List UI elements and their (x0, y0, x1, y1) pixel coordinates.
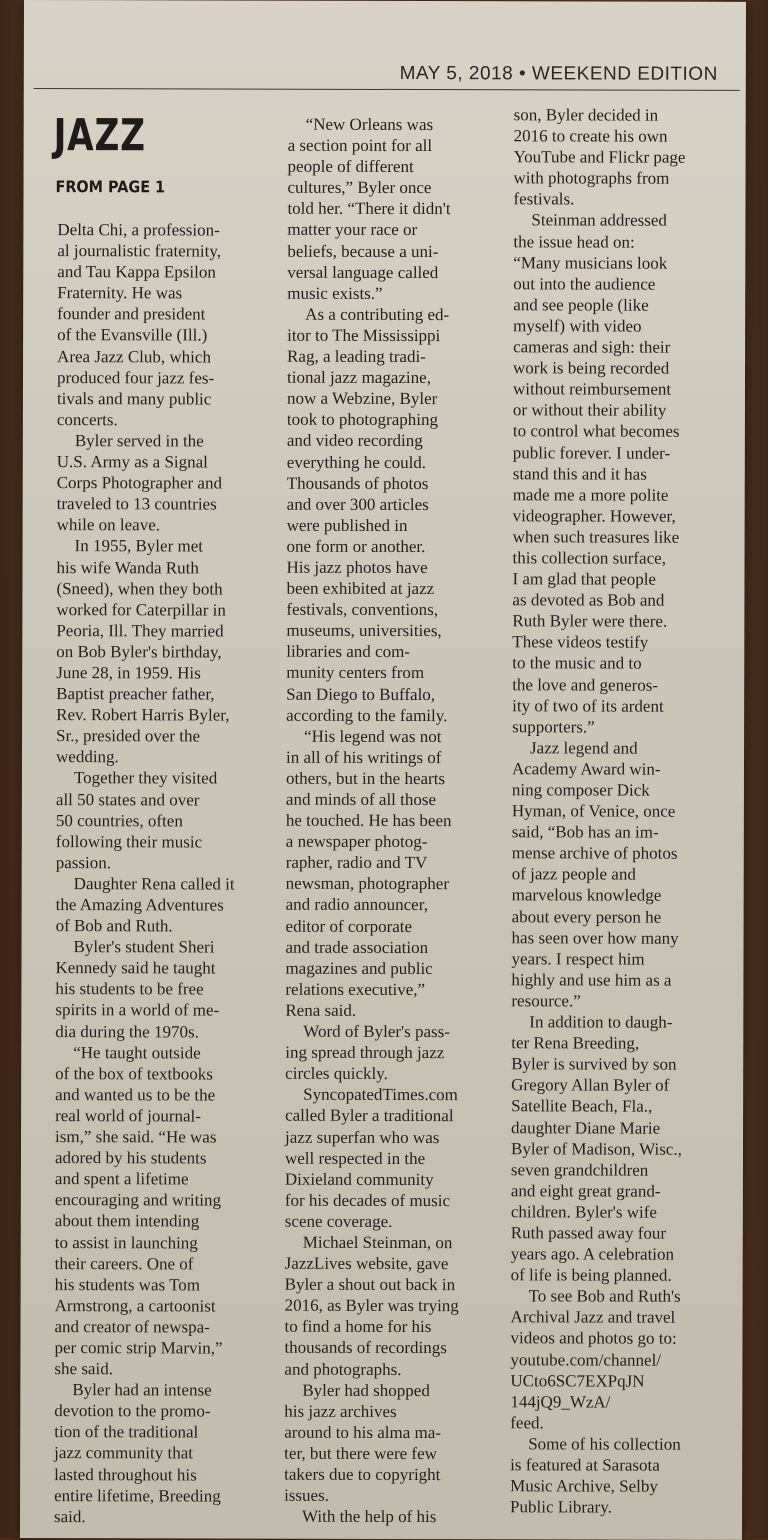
text-line: following their music (55, 831, 203, 852)
text-line: Armstrong, a cartoonist (54, 1295, 216, 1316)
text-line: their careers. One of (54, 1253, 194, 1274)
text-line: seven grandchildren (510, 1159, 649, 1180)
text-line: out into the audience (513, 274, 656, 294)
text-line: Archival Jazz and travel (510, 1307, 676, 1328)
text-line: cultures,” Byler once (287, 177, 432, 198)
text-line: or without their ability (512, 400, 667, 420)
text-line: and see people (like (513, 295, 649, 315)
edition-dateline: MAY 5, 2018 • WEEKEND EDITION (399, 62, 718, 85)
header-rule (34, 88, 740, 91)
text-line: itor to The Mississippi (287, 325, 441, 346)
text-line: jazz superfan who was (285, 1127, 440, 1147)
newspaper-clipping (20, 0, 746, 1540)
text-line: about every person he (511, 906, 662, 927)
text-line: YouTube and Flickr page (513, 147, 686, 167)
text-line: a section point for all (287, 135, 433, 156)
text-line: Jazz legend and (530, 738, 638, 758)
text-line: well respected in the (284, 1148, 426, 1168)
text-line: according to the family. (286, 705, 448, 725)
text-line: ning composer Dick (511, 780, 650, 800)
text-line: videos and photos go to: (510, 1328, 677, 1349)
text-line: founder and president (57, 304, 206, 324)
text-line: supporters.” (512, 716, 595, 737)
text-line: marvelous knowledge (511, 885, 662, 906)
text-line: his students to be free (55, 979, 204, 999)
text-line: 2016 to create his own (513, 126, 668, 146)
text-line: this collection surface, (512, 548, 666, 568)
text-line: encouraging and writing (54, 1190, 222, 1210)
text-line: Academy Award win- (511, 759, 661, 779)
text-line: tional jazz magazine, (286, 367, 431, 388)
text-line: for his decades of music (284, 1190, 451, 1210)
text-line: wedding. (55, 747, 119, 767)
text-line: Word of Byler's pass- (303, 1021, 450, 1042)
text-line: ing spread through jazz (285, 1042, 445, 1063)
text-line: said, “Bob has an im- (511, 822, 659, 842)
text-line: music exists.” (287, 283, 383, 303)
text-line: resource.” (511, 991, 581, 1011)
text-line: years. I respect him (511, 949, 645, 969)
text-line: ism,” she said. “He was (54, 1127, 217, 1147)
text-line: ter Rena Breeding, (511, 1033, 640, 1053)
text-line: cameras and sigh: their (513, 337, 671, 357)
text-line: and video recording (286, 431, 423, 451)
text-line: and minds of all those (285, 789, 437, 810)
text-line: spirits in a world of me- (55, 1000, 220, 1020)
article-column-1 (54, 219, 277, 1527)
text-line: the love and generos- (512, 674, 659, 695)
text-line: and wanted us to be the (55, 1084, 216, 1105)
text-line: highly and use him as a (511, 970, 672, 990)
text-line: when such treasures like (512, 527, 680, 547)
text-line: were published in (286, 515, 408, 535)
text-line: Kennedy said he taught (55, 958, 216, 978)
text-line: Public Library. (510, 1497, 612, 1517)
text-line: Delta Chi, a profession- (57, 220, 220, 240)
text-line: traveled to 13 countries (56, 494, 217, 514)
text-line: rapher, radio and TV (285, 852, 428, 873)
text-line: to assist in launching (54, 1232, 198, 1252)
article-column-2 (284, 114, 508, 1528)
text-line: libraries and com- (286, 642, 411, 662)
text-line: Peoria, Ill. They married (56, 620, 224, 641)
text-line: Corps Photographer and (56, 473, 223, 493)
text-line: of the Evansville (Ill.) (57, 325, 208, 345)
text-line: lasted throughout his (54, 1464, 197, 1484)
text-line: 144jQ9_WzA/ (510, 1391, 611, 1412)
text-line: and photographs. (284, 1359, 402, 1379)
text-line: In addition to daugh- (529, 1012, 673, 1032)
text-line: issues. (284, 1485, 329, 1505)
text-line: versal language called (287, 262, 439, 282)
text-line: tion of the traditional (54, 1422, 199, 1442)
text-line: munity centers from (286, 663, 425, 683)
text-line: June 28, in 1959. His (56, 663, 201, 683)
text-line: produced four jazz fes- (56, 367, 215, 388)
text-line: concerts. (56, 409, 118, 430)
text-line: circles quickly. (285, 1063, 388, 1084)
text-line: worked for Caterpillar in (56, 599, 226, 620)
text-line: “New Orleans was (305, 114, 434, 135)
text-line: she said. (54, 1359, 113, 1379)
text-line: told her. “There it didn't (287, 199, 451, 219)
text-line: festivals, conventions, (286, 599, 438, 620)
text-line: al journalistic fraternity, (57, 241, 222, 261)
text-line: jazz community that (54, 1443, 194, 1463)
text-line: Byler of Madison, Wisc., (510, 1138, 682, 1159)
text-line: he touched. He has been (285, 810, 452, 831)
text-line: Thousands of photos (286, 473, 429, 493)
text-line: SyncopatedTimes.com (303, 1085, 458, 1105)
text-line: Music Archive, Selby (510, 1476, 658, 1496)
text-line: relations executive,” (285, 979, 426, 999)
text-line: Byler had shopped (302, 1380, 430, 1400)
text-line: Byler a shout out back in (284, 1274, 456, 1295)
text-line: Byler is survived by son (511, 1054, 677, 1074)
text-line: (Sneed), when they both (56, 578, 223, 599)
text-line: called Byler a traditional (285, 1106, 454, 1126)
text-line: “His legend was not (304, 726, 442, 746)
text-line: of Bob and Ruth. (55, 916, 173, 936)
text-line: adored by his students (54, 1148, 207, 1168)
text-line: matter your race or (287, 220, 418, 240)
text-line: His jazz photos have (286, 557, 428, 578)
text-line: Area Jazz Club, which (57, 346, 211, 367)
text-line: thousands of recordings (284, 1338, 447, 1358)
text-line: of life is being planned. (510, 1265, 672, 1285)
text-line: and Tau Kappa Epsilon (57, 262, 216, 282)
text-line: With the help of his (302, 1506, 437, 1527)
text-line: the issue head on: (513, 231, 635, 252)
text-line: takers due to copyright (284, 1464, 441, 1485)
text-line: Steinman addressed (531, 210, 667, 231)
text-line: tivals and many public (56, 388, 212, 409)
text-line: I am glad that people (512, 569, 657, 589)
text-line: per comic strip Marvin,” (54, 1338, 223, 1358)
text-line: youtube.com/channel/ (510, 1349, 662, 1370)
text-line: and creator of newspa- (54, 1316, 210, 1337)
text-line: Rena said. (285, 1000, 357, 1020)
text-line: JazzLives website, gave (284, 1253, 449, 1274)
text-line: Michael Steinman, on (302, 1232, 453, 1253)
text-line: dia during the 1970s. (55, 1021, 199, 1042)
text-line: Gregory Allan Byler of (511, 1075, 670, 1096)
text-line: In 1955, Byler met (74, 536, 204, 556)
text-line: San Diego to Buffalo, (286, 684, 436, 704)
text-line: Hyman, of Venice, once (511, 801, 676, 821)
text-line: and radio announcer, (285, 895, 429, 915)
text-line: Rag, a leading tradi- (287, 346, 426, 367)
text-line: in all of his writings of (285, 747, 442, 767)
text-line: Byler served in the (74, 431, 204, 451)
text-line: with photographs from (513, 168, 670, 188)
text-line: Satellite Beach, Fla., (511, 1096, 653, 1117)
text-line: entire lifetime, Breeding (54, 1485, 221, 1506)
text-line: editor of corporate (285, 916, 413, 936)
text-line: ter, but there were few (284, 1443, 437, 1463)
text-line: is featured at Sarasota (510, 1455, 660, 1475)
text-line: To see Bob and Ruth's (528, 1286, 681, 1306)
text-line: took to photographing (286, 410, 439, 430)
text-line: newsman, photographer (285, 874, 450, 894)
text-line: real world of journal- (55, 1106, 201, 1126)
text-line: U.S. Army as a Signal (56, 452, 208, 472)
text-line: and spent a lifetime (54, 1169, 189, 1189)
text-line: been exhibited at jazz (286, 578, 435, 599)
text-line: Ruth Byler were there. (512, 611, 668, 631)
text-line: people of different (287, 156, 414, 177)
text-line: devotion to the promo- (54, 1401, 211, 1421)
text-line: to find a home for his (284, 1317, 432, 1337)
continued-from-label: FROM PAGE 1 (55, 177, 166, 197)
text-line: myself) with video (513, 316, 642, 336)
text-line: beliefs, because a uni- (287, 241, 439, 261)
text-line: Byler's student Sheri (73, 937, 215, 957)
text-line: and eight great grand- (510, 1181, 661, 1201)
text-line: feed. (510, 1413, 544, 1433)
text-line: without reimbursement (512, 379, 672, 399)
text-line: has seen over how many (511, 927, 679, 948)
text-line: to the music and to (512, 653, 642, 674)
text-line: museums, universities, (286, 620, 442, 641)
text-line: son, Byler decided in (513, 105, 659, 125)
text-line: scene coverage. (284, 1211, 393, 1231)
text-line: about them intending (54, 1211, 200, 1231)
text-line: Fraternity. He was (57, 283, 183, 303)
text-line: Rev. Robert Harris Byler, (56, 705, 230, 725)
text-line: the Amazing Adventures (55, 895, 224, 915)
text-line: of the box of textbooks (55, 1063, 213, 1084)
text-line: one form or another. (286, 536, 426, 556)
text-line: UCto6SC7EXPqJN (510, 1370, 645, 1391)
text-line: passion. (55, 852, 112, 873)
text-line: ity of two of its ardent (512, 695, 664, 716)
text-line: while on leave. (56, 515, 161, 535)
text-line: now a Webzine, Byler (286, 388, 438, 409)
text-line: Byler had an intense (72, 1380, 212, 1400)
text-line: his jazz archives (284, 1401, 397, 1421)
text-line: Some of his collection (528, 1434, 681, 1454)
text-line: work is being recorded (513, 358, 670, 378)
text-line: everything he could. (286, 452, 427, 472)
text-line: Sr., presided over the (56, 726, 201, 746)
text-line: his students was Tom (54, 1274, 201, 1295)
text-line: 2016, as Byler was trying (284, 1295, 459, 1316)
text-line: stand this and it has (512, 463, 647, 484)
text-line: Ruth passed away four (510, 1223, 667, 1243)
text-line: and over 300 articles (286, 494, 429, 514)
text-line: all 50 states and over (55, 789, 200, 809)
text-line: around to his alma ma- (284, 1422, 442, 1442)
text-line: magazines and public (285, 958, 433, 978)
text-line: Dixieland community (284, 1169, 434, 1189)
text-line: “He taught outside (73, 1042, 201, 1063)
text-line: a newspaper photog- (285, 831, 428, 852)
text-line: mense archive of photos (511, 843, 678, 863)
text-line: on Bob Byler's birthday, (56, 641, 222, 662)
text-line: others, but in the hearts (285, 768, 446, 789)
text-line: as devoted as Bob and (512, 590, 665, 610)
text-line: Baptist preacher father, (56, 684, 215, 704)
text-line: festivals. (513, 189, 575, 209)
text-line: As a contributing ed- (305, 304, 450, 324)
text-line: years ago. A celebration (510, 1244, 675, 1264)
text-line: public forever. I under- (512, 442, 671, 463)
text-line: his wife Wanda Ruth (56, 557, 199, 577)
text-line: videographer. However, (512, 506, 676, 526)
article-column-3 (510, 104, 734, 1518)
text-line: and trade association (285, 937, 429, 957)
text-line: 50 countries, often (55, 810, 183, 831)
text-line: These videos testify (512, 632, 649, 652)
text-line: Daughter Rena called it (73, 874, 235, 894)
text-line: of jazz people and (511, 864, 636, 884)
text-line: Together they visited (73, 768, 218, 788)
text-line: made me a more polite (512, 484, 669, 505)
text-line: to control what becomes (512, 421, 680, 442)
text-line: “Many musicians look (513, 252, 668, 273)
text-line: children. Byler's wife (510, 1202, 657, 1222)
article-headline: JAZZ (53, 110, 146, 162)
text-line: said. (54, 1506, 86, 1526)
text-line: daughter Diane Marie (511, 1117, 661, 1138)
